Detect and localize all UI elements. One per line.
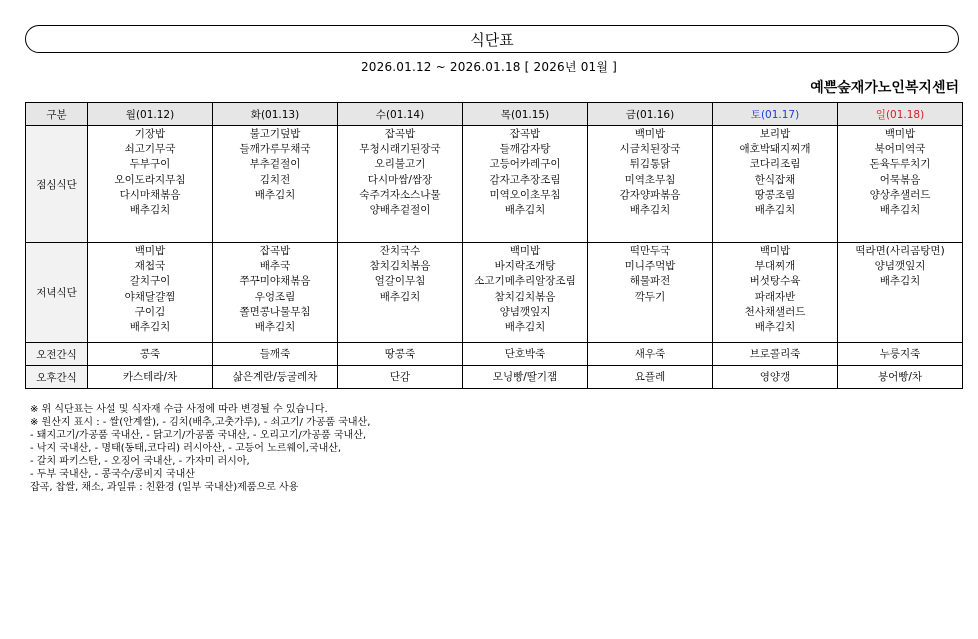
note-line: - 돼지고기/가공품 국내산, - 닭고기/가공품 국내산, - 오리고기/가공품 국내산,	[30, 430, 367, 441]
menu-item: 무청시래기된장국	[359, 143, 441, 156]
menu-item: 양상추샐러드	[869, 188, 931, 201]
menu-item: 떡라면(사리곰탕면)	[855, 245, 945, 257]
menu-item: 누룽지죽	[879, 347, 921, 360]
menu-item: 영양갱	[759, 370, 791, 383]
menu-item: 배추김치	[254, 188, 296, 201]
menu-item: 얼갈이무침	[374, 275, 426, 288]
menu-item: 양배추겉절이	[369, 204, 431, 217]
menu-cell-thu	[463, 126, 588, 243]
menu-item: 백미밥	[759, 245, 791, 257]
menu-cell-tue	[213, 366, 338, 389]
menu-cell-mon	[88, 243, 213, 343]
menu-item: 단감	[389, 370, 411, 383]
menu-item: 양념깻잎지	[874, 260, 926, 273]
menu-item: 카스테라/차	[122, 370, 178, 383]
menu-item: 요플레	[634, 370, 666, 383]
menu-cell-sat	[713, 343, 838, 366]
menu-item: 시금치된장국	[619, 143, 681, 156]
note-line: - 두부 국내산, - 콩국수/콩비지 국내산	[30, 469, 195, 480]
menu-cell-fri	[588, 343, 713, 366]
menu-cell-wed	[338, 126, 463, 243]
menu-item: 잡곡밥	[259, 245, 291, 257]
menu-item: 양념깻잎지	[499, 305, 551, 318]
lunch-row	[26, 126, 963, 243]
note-line: - 낙지 국내산, - 명태(동태,코다리) 러시아산, - 고등어 노르웨이,국내산,	[30, 443, 342, 454]
menu-item: 버섯탕수육	[749, 275, 801, 288]
menu-item: 미역초무침	[624, 173, 676, 186]
menu-item: 튀김통닭	[629, 158, 671, 171]
afternoon-snack-row	[26, 366, 963, 389]
menu-item: 다시마쌈/쌈장	[367, 173, 433, 186]
row-label: 오후간식	[26, 366, 88, 389]
menu-item: 천사채샐러드	[744, 305, 806, 318]
menu-item: 재첩국	[134, 260, 166, 273]
menu-item: 부대찌개	[754, 260, 796, 273]
menu-item: 붕어빵/차	[877, 370, 923, 383]
day-header-sat: 토(01.17)	[713, 103, 838, 126]
menu-item: 바지락조개탕	[494, 260, 556, 273]
menu-item: 잔치국수	[379, 245, 421, 257]
header-corner: 구분	[26, 103, 88, 126]
menu-item: 다시마채볶음	[119, 188, 181, 201]
menu-item: 돈육두루치기	[869, 158, 931, 171]
menu-item: 땅콩조림	[754, 188, 796, 201]
menu-item: 한식잡채	[754, 173, 796, 186]
menu-item: 모닝빵/딸기잼	[492, 370, 558, 383]
menu-item: 참치김치볶음	[494, 290, 556, 303]
menu-item: 땅콩죽	[384, 347, 416, 360]
menu-cell-mon	[88, 343, 213, 366]
menu-item: 불고기덮밥	[249, 128, 301, 140]
menu-cell-fri	[588, 243, 713, 343]
menu-item: 기장밥	[134, 128, 166, 140]
menu-item: 애호박돼지찌개	[739, 143, 811, 156]
menu-cell-fri	[588, 366, 713, 389]
note-line: 잡곡, 찹쌀, 채소, 과일류 : 친환경 (일부 국내산)제품으로 사용	[30, 482, 299, 493]
menu-item: 미역오이초무침	[489, 188, 561, 201]
menu-item: 배추김치	[879, 204, 921, 217]
menu-item: 배추김치	[129, 321, 171, 334]
menu-cell-sun	[838, 343, 963, 366]
day-header-wed: 수(01.14)	[338, 103, 463, 126]
menu-item: 숙주겨자소스나물	[359, 188, 441, 201]
menu-item: 콩죽	[139, 347, 161, 360]
menu-item: 구이김	[134, 305, 166, 318]
menu-item: 북어미역국	[874, 143, 926, 156]
menu-cell-thu	[463, 343, 588, 366]
menu-item: 미니주먹밥	[624, 260, 676, 273]
menu-cell-mon	[88, 126, 213, 243]
menu-item: 쭈꾸미야채볶음	[239, 275, 311, 288]
row-label: 점심식단	[26, 126, 88, 243]
menu-item: 백미밥	[134, 245, 166, 257]
menu-cell-sun	[838, 243, 963, 343]
menu-cell-thu	[463, 366, 588, 389]
menu-cell-fri	[588, 126, 713, 243]
menu-item: 떡만두국	[629, 245, 671, 257]
morning-snack-row	[26, 343, 963, 366]
period-text: 2026.01.12 ~ 2026.01.18 [ 2026년 01월 ]	[360, 60, 618, 74]
menu-item: 깍두기	[634, 290, 666, 303]
menu-cell-wed	[338, 343, 463, 366]
menu-cell-tue	[213, 243, 338, 343]
note-line: ※ 위 식단표는 사설 및 식자재 수급 사정에 따라 변경될 수 있습니다.	[30, 404, 328, 415]
menu-cell-wed	[338, 366, 463, 389]
menu-cell-sun	[838, 126, 963, 243]
menu-item: 참치김치볶음	[369, 260, 431, 273]
menu-cell-sat	[713, 243, 838, 343]
day-header-sun: 일(01.18)	[838, 103, 963, 126]
menu-item: 배추김치	[254, 321, 296, 334]
menu-cell-mon	[88, 366, 213, 389]
menu-item: 김치전	[259, 173, 291, 186]
menu-item: 부추겉절이	[249, 158, 301, 171]
menu-item: 감자고추장조림	[489, 173, 561, 186]
table-header-row	[26, 103, 963, 126]
day-header-thu: 목(01.15)	[463, 103, 588, 126]
menu-cell-tue	[213, 343, 338, 366]
menu-cell-sun	[838, 366, 963, 389]
page-title: 식단표	[470, 30, 514, 49]
menu-item: 브로콜리죽	[749, 347, 801, 360]
menu-item: 오이도라지무침	[114, 173, 186, 186]
menu-item: 쫄면콩나물무침	[239, 305, 311, 318]
row-label: 오전간식	[26, 343, 88, 366]
menu-item: 단호박죽	[504, 347, 546, 360]
note-line: - 갈치 파키스탄, - 오징어 국내산, - 가자미 러시아,	[30, 456, 250, 467]
menu-item: 쇠고기무국	[124, 143, 176, 156]
menu-item: 백미밥	[634, 128, 666, 140]
note-line: ※ 원산지 표시 : - 쌀(안계쌀), - 김치(배추,고춧가루), - 쇠고기/ 가공품 국내산,	[30, 417, 371, 428]
menu-item: 잡곡밥	[509, 128, 541, 140]
menu-item: 배추김치	[754, 321, 796, 334]
menu-item: 두부구이	[129, 158, 171, 171]
notes-section	[30, 403, 370, 494]
menu-item: 들깨감자탕	[499, 143, 551, 156]
menu-cell-thu	[463, 243, 588, 343]
menu-item: 오리불고기	[374, 158, 426, 171]
row-label: 저녁식단	[26, 243, 88, 343]
menu-item: 배추김치	[504, 321, 546, 334]
menu-item: 감자양파볶음	[619, 188, 681, 201]
dinner-row	[26, 243, 963, 343]
menu-item: 코다리조림	[749, 158, 801, 171]
menu-item: 해물파전	[629, 275, 671, 288]
menu-item: 배추김치	[379, 290, 421, 303]
menu-item: 야채달걀찜	[124, 290, 176, 303]
menu-cell-sat	[713, 126, 838, 243]
menu-item: 백미밥	[884, 128, 916, 140]
title-banner	[25, 25, 959, 53]
menu-item: 파래자반	[754, 290, 796, 303]
menu-item: 어묵볶음	[879, 173, 921, 186]
menu-item: 갈치구이	[129, 275, 171, 288]
menu-item: 새우죽	[634, 347, 666, 360]
menu-item: 백미밥	[509, 245, 541, 257]
menu-cell-sat	[713, 366, 838, 389]
menu-item: 잡곡밥	[384, 128, 416, 140]
menu-item: 배추김치	[504, 204, 546, 217]
menu-item: 배추국	[259, 260, 291, 273]
day-header-fri: 금(01.16)	[588, 103, 713, 126]
meal-table	[25, 102, 963, 389]
menu-item: 우엉조림	[254, 290, 296, 303]
menu-item: 배추김치	[129, 204, 171, 217]
menu-item: 보리밥	[759, 128, 791, 140]
menu-item: 삶은계란/둥굴레차	[232, 370, 318, 383]
organization-name: 예쁜숲재가노인복지센터	[810, 80, 959, 96]
menu-cell-tue	[213, 126, 338, 243]
menu-item: 소고기메추리알장조림	[474, 275, 576, 288]
menu-item: 배추김치	[879, 275, 921, 288]
menu-item: 배추김치	[754, 204, 796, 217]
day-header-mon: 월(01.12)	[88, 103, 213, 126]
menu-item: 배추김치	[629, 204, 671, 217]
menu-cell-wed	[338, 243, 463, 343]
day-header-tue: 화(01.13)	[213, 103, 338, 126]
menu-item: 고등어카레구이	[489, 158, 561, 171]
menu-item: 들깨죽	[259, 347, 291, 360]
menu-item: 들깨가루무채국	[239, 143, 311, 156]
